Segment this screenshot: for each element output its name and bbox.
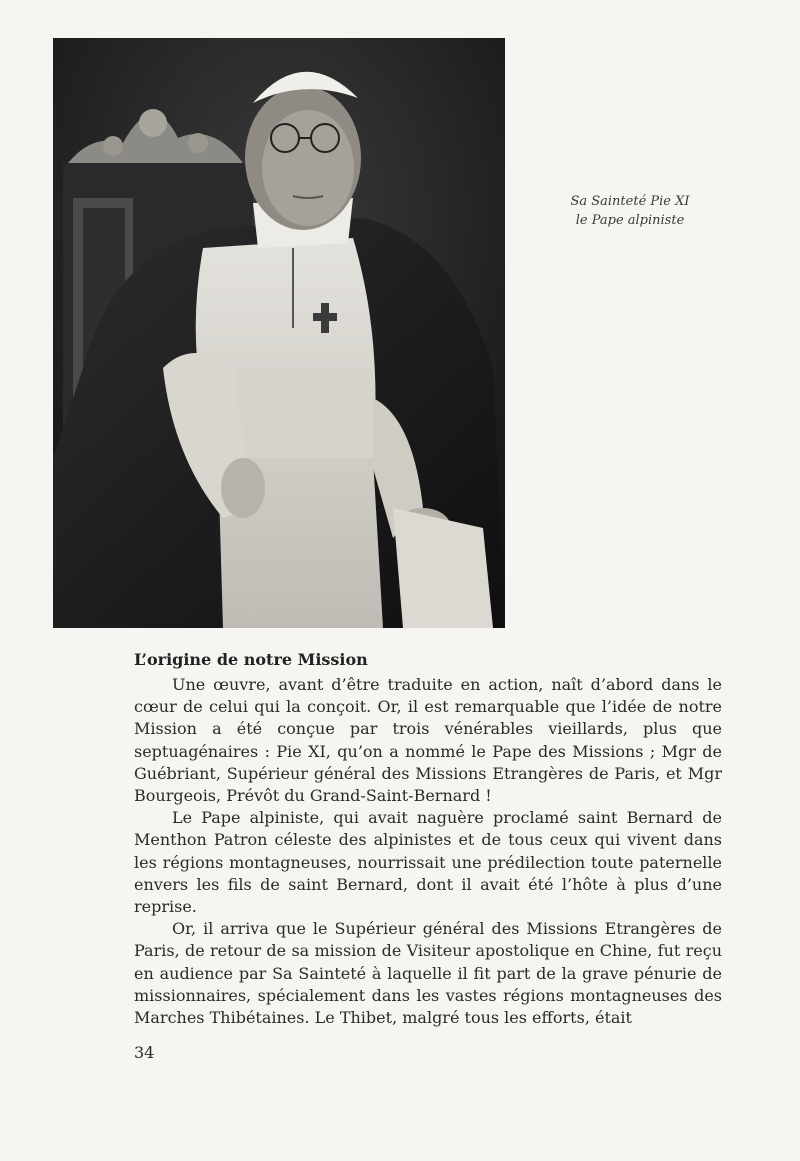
- paragraph-2: Le Pape alpiniste, qui avait naguère proclamé saint Bernard de Menthon Patron céleste des alpinistes et de tous ceux qui vivent dans les régions montagneuses, nourrissait une prédilection toute paternelle envers les fils de saint Bernard, dont il avait été l’hôte à plus d’une reprise.: [134, 808, 722, 917]
- photo-caption: [540, 192, 720, 230]
- section-heading: L’origine de notre Mission: [134, 650, 368, 669]
- caption-line-1: Sa Sainteté Pie XI: [570, 194, 690, 209]
- paragraph-1: Une œuvre, avant d’être traduite en action, naît d’abord dans le cœur de celui qui la conçoit. Or, il est remarquable que l’idée de notre Mission a été conçue par trois vénérables vieillards, plus que septuagénaires : Pie XI, qu’on a nommé le Pape des Missions ; Mgr de Guébriant, Supérieur général des Missions Etrangères de Paris, et Mgr Bourgeois, Prévôt du Grand-Saint-Bernard !: [134, 675, 722, 806]
- body-text: [134, 674, 722, 1029]
- portrait-photo: [53, 38, 505, 628]
- page-number: 34: [134, 1043, 155, 1062]
- paragraph-3: Or, il arriva que le Supérieur général des Missions Etrangères de Paris, de retour de sa mission de Visiteur apostolique en Chine, fut reçu en audience par Sa Sainteté à laquelle il fit part de la grave pénurie de missionnaires, spécialement dans les vastes régions montagneuses des Marches Thibétaines. Le Thibet, malgré tous les efforts, était: [134, 919, 722, 1028]
- portrait-illustration: [53, 38, 505, 628]
- caption-line-2: le Pape alpiniste: [575, 213, 685, 228]
